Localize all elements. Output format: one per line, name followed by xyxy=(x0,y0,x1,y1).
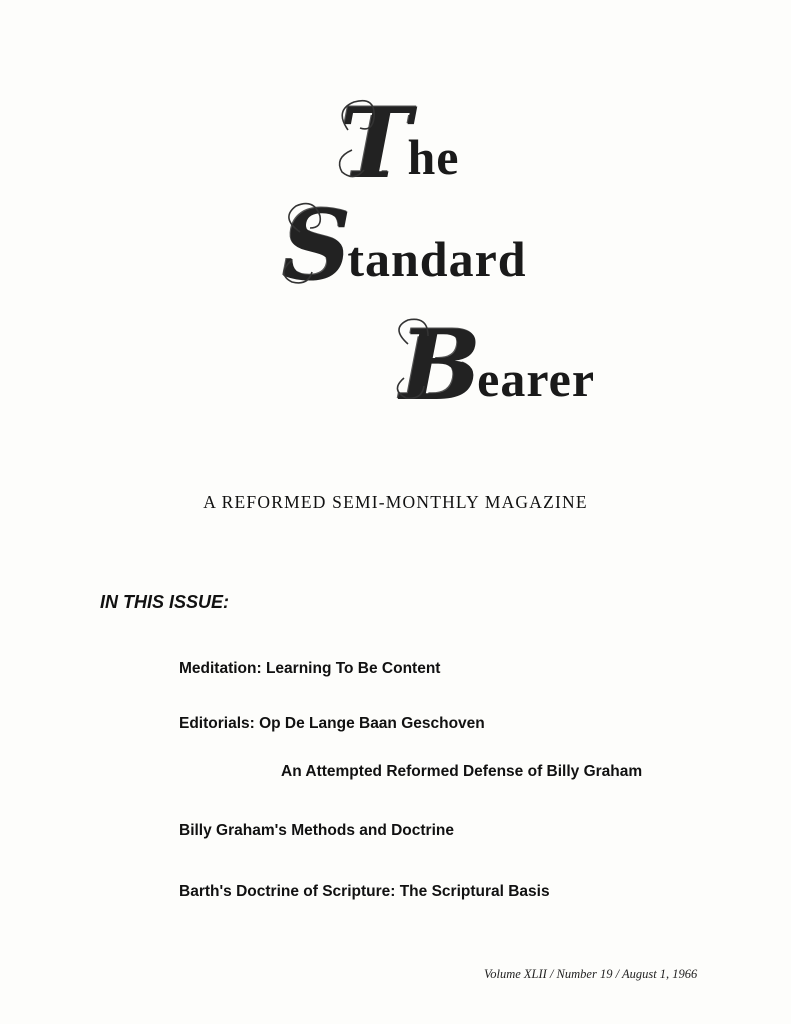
decorative-initial-b: B xyxy=(400,309,482,422)
toc-item: Billy Graham's Methods and Doctrine xyxy=(179,822,454,839)
toc-item: Editorials: Op De Lange Baan Geschoven xyxy=(179,715,485,732)
issue-volume-info: Volume XLII / Number 19 / August 1, 1966 xyxy=(484,967,698,981)
issue-heading: IN THIS ISSUE: xyxy=(100,592,230,612)
magazine-subtitle: A REFORMED SEMI-MONTHLY MAGAZINE xyxy=(203,492,588,512)
toc-item: An Attempted Reformed Defense of Billy Graham xyxy=(281,763,643,780)
decorative-initial-t: T xyxy=(340,87,412,200)
masthead-line-bearer xyxy=(400,309,596,422)
masthead-line-the xyxy=(340,87,460,200)
decorative-initial-s: S xyxy=(282,189,352,302)
toc-item: Barth's Doctrine of Scripture: The Scriptural Basis xyxy=(179,883,550,900)
masthead-word-he: he xyxy=(407,129,460,185)
masthead-word-tandard: tandard xyxy=(347,231,527,287)
toc-item: Meditation: Learning To Be Content xyxy=(179,660,441,677)
masthead-word-earer: earer xyxy=(477,351,596,407)
masthead-line-standard xyxy=(282,189,527,302)
